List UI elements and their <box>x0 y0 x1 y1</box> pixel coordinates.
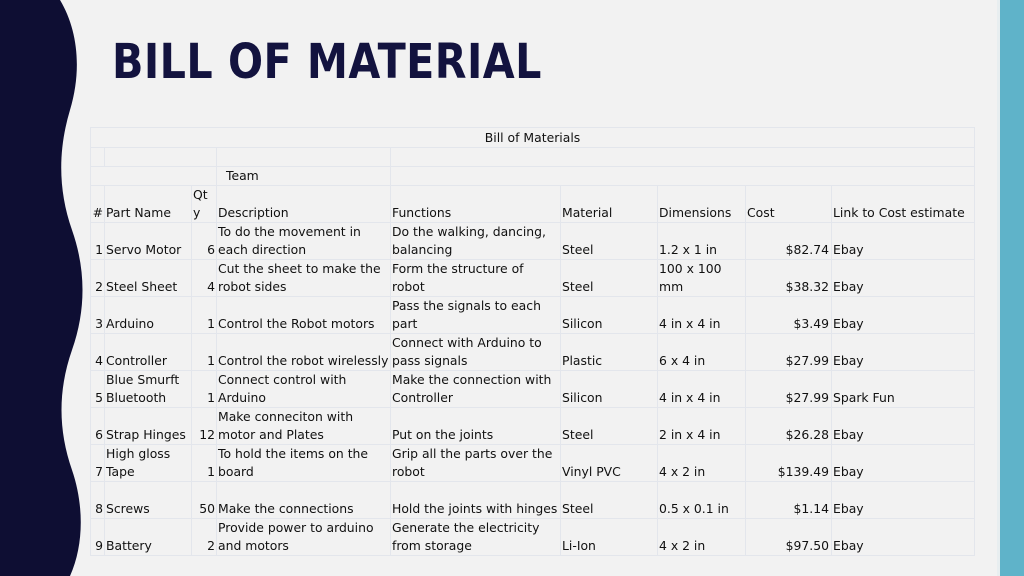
part-name-cell: Screws <box>105 482 192 519</box>
description-cell: Make the connections <box>217 482 391 519</box>
part-name-cell: Strap Hinges <box>105 408 192 445</box>
cost-cell: $3.49 <box>746 297 832 334</box>
header-num: # <box>91 186 105 223</box>
row-number: 2 <box>91 260 105 297</box>
table-row <box>91 297 975 334</box>
table-caption: Bill of Materials <box>91 128 975 148</box>
part-name-cell: Servo Motor <box>105 223 192 260</box>
description-cell: To do the movement in each direction <box>217 223 391 260</box>
material-cell: Vinyl PVC <box>561 445 658 482</box>
cost-cell: $26.28 <box>746 408 832 445</box>
team-row <box>91 167 975 186</box>
blank-cell <box>391 167 975 186</box>
dimensions-cell: 4 in x 4 in <box>658 371 746 408</box>
table-row <box>91 408 975 445</box>
qty-cell: 2 <box>192 519 217 556</box>
functions-cell: Put on the joints <box>391 408 561 445</box>
link-cell: Ebay <box>832 260 975 297</box>
bom-rows <box>91 223 975 556</box>
description-cell: Connect control with Arduino <box>217 371 391 408</box>
link-cell: Ebay <box>832 445 975 482</box>
dimensions-cell: 100 x 100 mm <box>658 260 746 297</box>
part-name-cell: Arduino <box>105 297 192 334</box>
description-cell: Provide power to arduino and motors <box>217 519 391 556</box>
functions-cell: Hold the joints with hinges <box>391 482 561 519</box>
material-cell: Plastic <box>561 334 658 371</box>
dimensions-cell: 2 in x 4 in <box>658 408 746 445</box>
header-cost: Cost <box>746 186 832 223</box>
table-caption-row <box>91 128 975 148</box>
left-wave-decoration <box>0 0 90 576</box>
material-cell: Steel <box>561 260 658 297</box>
bill-of-materials-table <box>90 127 975 556</box>
table-row <box>91 260 975 297</box>
qty-cell: 50 <box>192 482 217 519</box>
row-number: 9 <box>91 519 105 556</box>
slide-title: BILL OF MATERIAL <box>112 34 542 90</box>
qty-cell: 12 <box>192 408 217 445</box>
link-cell: Ebay <box>832 519 975 556</box>
column-header-row <box>91 186 975 223</box>
cost-cell: $82.74 <box>746 223 832 260</box>
link-cell: Ebay <box>832 482 975 519</box>
blank-cell <box>217 148 391 167</box>
functions-cell: Connect with Arduino to pass signals <box>391 334 561 371</box>
link-cell: Spark Fun <box>832 371 975 408</box>
team-label: Team <box>217 167 391 186</box>
right-accent-stripe <box>1000 0 1024 576</box>
header-material: Material <box>561 186 658 223</box>
cost-cell: $27.99 <box>746 334 832 371</box>
material-cell: Steel <box>561 223 658 260</box>
dimensions-cell: 4 in x 4 in <box>658 297 746 334</box>
qty-cell: 1 <box>192 371 217 408</box>
header-functions: Functions <box>391 186 561 223</box>
material-cell: Steel <box>561 408 658 445</box>
header-qty: Qt y <box>192 186 217 223</box>
link-cell: Ebay <box>832 408 975 445</box>
functions-cell: Make the connection with Controller <box>391 371 561 408</box>
cost-cell: $139.49 <box>746 445 832 482</box>
table-row <box>91 371 975 408</box>
table-row <box>91 482 975 519</box>
part-name-cell: High gloss Tape <box>105 445 192 482</box>
description-cell: Make conneciton with motor and Plates <box>217 408 391 445</box>
material-cell: Li-Ion <box>561 519 658 556</box>
table-row <box>91 445 975 482</box>
dimensions-cell: 1.2 x 1 in <box>658 223 746 260</box>
material-cell: Silicon <box>561 371 658 408</box>
part-name-cell: Steel Sheet <box>105 260 192 297</box>
functions-cell: Do the walking, dancing, balancing <box>391 223 561 260</box>
description-cell: Control the Robot motors <box>217 297 391 334</box>
functions-cell: Form the structure of robot <box>391 260 561 297</box>
dimensions-cell: 0.5 x 0.1 in <box>658 482 746 519</box>
row-number: 5 <box>91 371 105 408</box>
table-row <box>91 223 975 260</box>
header-link: Link to Cost estimate <box>832 186 975 223</box>
functions-cell: Generate the electricity from storage <box>391 519 561 556</box>
description-cell: Control the robot wirelessly <box>217 334 391 371</box>
header-description: Description <box>217 186 391 223</box>
row-number: 8 <box>91 482 105 519</box>
row-number: 4 <box>91 334 105 371</box>
dimensions-cell: 6 x 4 in <box>658 334 746 371</box>
cost-cell: $38.32 <box>746 260 832 297</box>
table-row <box>91 519 975 556</box>
part-name-cell: Controller <box>105 334 192 371</box>
row-number: 1 <box>91 223 105 260</box>
header-part-name: Part Name <box>105 186 192 223</box>
cost-cell: $97.50 <box>746 519 832 556</box>
qty-cell: 1 <box>192 297 217 334</box>
qty-cell: 1 <box>192 334 217 371</box>
row-number: 3 <box>91 297 105 334</box>
cost-cell: $27.99 <box>746 371 832 408</box>
material-cell: Steel <box>561 482 658 519</box>
qty-cell: 4 <box>192 260 217 297</box>
link-cell: Ebay <box>832 334 975 371</box>
row-number: 6 <box>91 408 105 445</box>
description-cell: Cut the sheet to make the robot sides <box>217 260 391 297</box>
blank-cell <box>391 148 975 167</box>
functions-cell: Grip all the parts over the robot <box>391 445 561 482</box>
dimensions-cell: 4 x 2 in <box>658 445 746 482</box>
qty-cell: 1 <box>192 445 217 482</box>
blank-cell <box>105 148 217 167</box>
blank-cell <box>91 148 105 167</box>
blank-cell <box>91 167 217 186</box>
part-name-cell: Blue Smurft Bluetooth <box>105 371 192 408</box>
cost-cell: $1.14 <box>746 482 832 519</box>
blank-row <box>91 148 975 167</box>
row-number: 7 <box>91 445 105 482</box>
material-cell: Silicon <box>561 297 658 334</box>
link-cell: Ebay <box>832 223 975 260</box>
functions-cell: Pass the signals to each part <box>391 297 561 334</box>
table-row <box>91 334 975 371</box>
qty-cell: 6 <box>192 223 217 260</box>
part-name-cell: Battery <box>105 519 192 556</box>
header-dimensions: Dimensions <box>658 186 746 223</box>
link-cell: Ebay <box>832 297 975 334</box>
dimensions-cell: 4 x 2 in <box>658 519 746 556</box>
description-cell: To hold the items on the board <box>217 445 391 482</box>
